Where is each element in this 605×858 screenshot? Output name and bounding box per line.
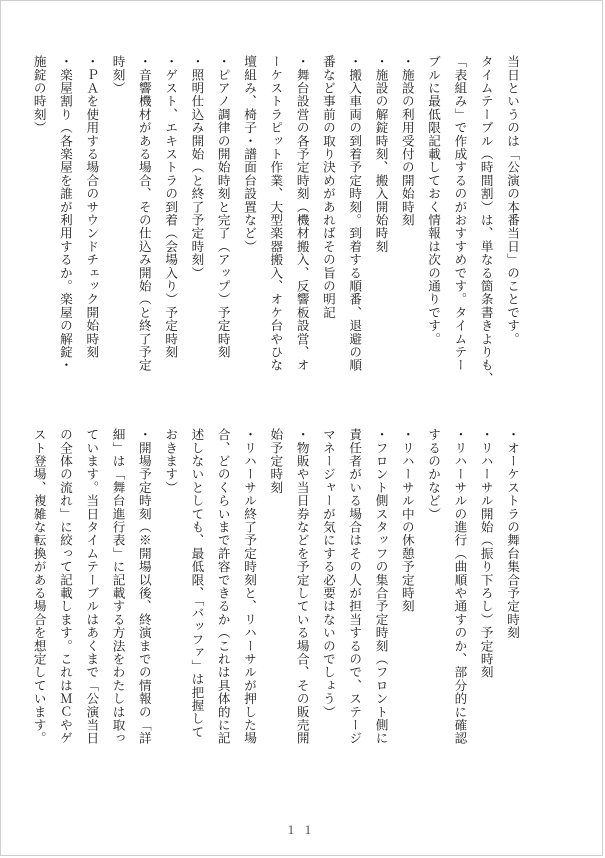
text-line: ・フロント側スタッフの集合予定時刻（フロント側に xyxy=(373,428,389,745)
text-line: ・リハーサル開始（振り下ろし）予定時刻 xyxy=(478,428,494,679)
text-line: ・ＰＡを使用する場合のサウンドチェック開始時刻 xyxy=(84,55,100,359)
text-line: するのかなど） xyxy=(426,428,442,521)
text-line: 番など事前の取り決めがあればその旨の明記 xyxy=(320,55,336,319)
text-line: おきます） xyxy=(163,428,179,494)
text-line: 当日というのは「公演の本番当日」のことです。 xyxy=(505,55,520,346)
text-line: ・開場予定時刻（※開場以後、終演までの情報の「詳 xyxy=(136,428,152,745)
text-line: ・オーケストラの舞台集合予定時刻 xyxy=(505,428,520,640)
text-line: タイムテーブル（時間割）は、単なる箇条書きよりも、 xyxy=(478,55,494,385)
text-line: の全体の流れ」に絞って記載します。これはＭＣやゲ xyxy=(57,428,73,745)
text-line: 述しないとしても、最低限、「バッファ」は把握して xyxy=(189,428,205,739)
text-line: マネージャーが気にする必要はないのでしょう） xyxy=(320,428,336,719)
text-line: ています。当日タイムテーブルはあくまで「公演当日 xyxy=(84,428,100,745)
text-line: ・音響機材がある場合、その仕込み開始（と終了予定 xyxy=(136,55,152,372)
text-line: 責任者がいる場合はその人が担当するので、ステージ xyxy=(347,428,363,745)
text-line: ブルに最低限記載しておく情報は次の通りです。 xyxy=(426,55,442,346)
text-line: ・施設の利用受付の開始時刻 xyxy=(399,55,415,227)
text-line: ーケストラピット作業、大型楽器搬入、オケ台やひな xyxy=(268,55,284,372)
text-block-upper xyxy=(25,55,525,410)
text-line: 「表組み」で作成するのがおすすめです。タイムテー xyxy=(452,55,468,372)
text-block-lower xyxy=(25,428,525,783)
text-line: ・楽屋割り（各楽屋を誰が利用するか。楽屋の解錠・ xyxy=(57,55,73,372)
text-line: ・ピアノ調律の開始時刻と完了（アップ）予定時刻 xyxy=(215,55,231,359)
text-line: ・ゲスト、エキストラの到着（会場入り）予定時刻 xyxy=(163,55,179,359)
text-line: 合、どのくらいまで許容できるか（これは具体的に記 xyxy=(215,428,231,745)
text-line: ・リハーサルの進行（曲順や通すのか、部分的に確認 xyxy=(452,428,468,745)
text-line: ・照明仕込み開始（と終了予定時刻） xyxy=(189,55,205,280)
text-line: 壇組み、椅子・譜面台設置など） xyxy=(242,55,258,253)
text-line: ・施設の解錠時刻、搬入開始時刻 xyxy=(373,55,389,253)
text-line: 細」は「舞台進行表」に記載する方法をわたしは取っ xyxy=(110,428,126,745)
text-line: ・搬入車両の到着予定時刻。到着する順番、退避の順 xyxy=(347,55,363,372)
text-line: 時刻） xyxy=(110,55,126,95)
text-line: 始予定時刻 xyxy=(268,428,284,494)
text-line: ・物販や当日券などを予定している場合、その販売開 xyxy=(294,428,310,745)
page-number: １１ xyxy=(285,824,320,837)
text-line: ・リハーサル中の休憩予定時刻 xyxy=(399,428,415,613)
text-line: スト登場、複雑な転換がある場合を想定しています。 xyxy=(31,428,47,745)
text-line: ・舞台設営の各予定時刻（機材搬入、反響板設営、オ xyxy=(294,55,310,372)
text-line: 施錠の時刻） xyxy=(31,55,47,135)
text-line: ・リハーサル終了予定時刻と、リハーサルが押した場 xyxy=(242,428,258,745)
